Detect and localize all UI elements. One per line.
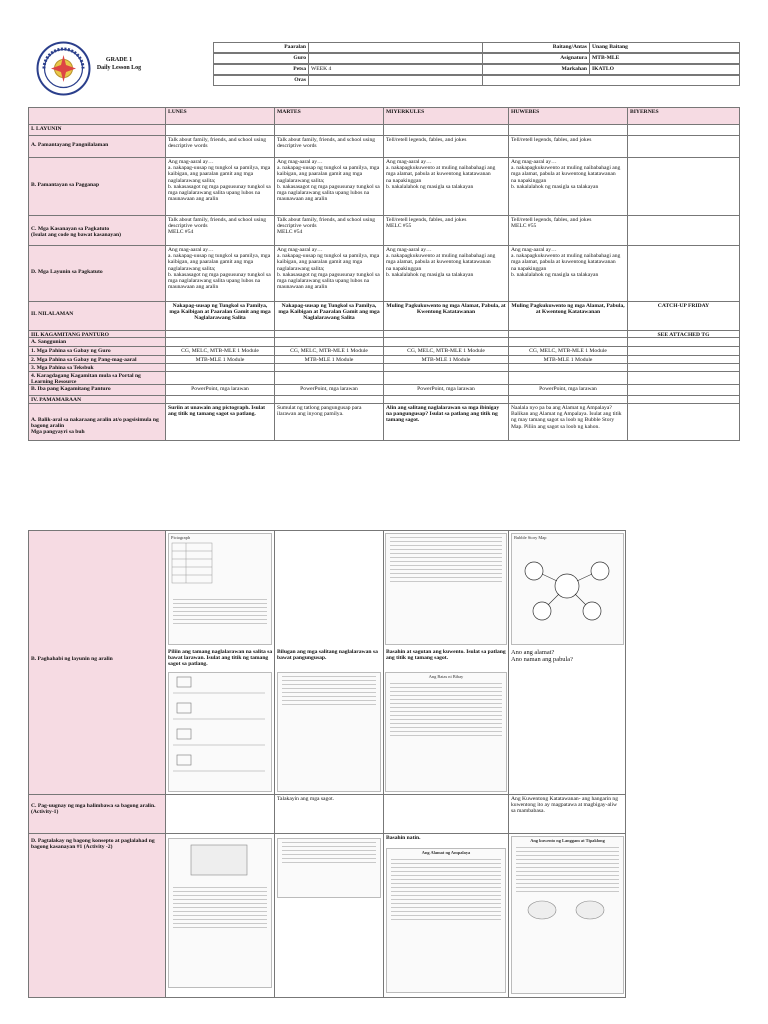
day-header: MARTES [277,109,301,115]
row-label: A. Balik-aral sa nakaraang aralin at/o pagsisimula ng bagong aralin Mga pangyayri sa buh [31,417,159,436]
deped-seal-logo [36,41,91,96]
header-label-quarter: Markahan [561,66,587,72]
row-cell [166,331,274,333]
day-header: LUNES [168,109,187,115]
row-cell [384,331,508,333]
row-cell: CG, MELC, MTB-MLE 1 Module [181,348,259,354]
row-cell: Talk about family, friends, and school using descriptive words MELC #54 [168,217,267,236]
row-cell: SEE ATTACHED TG [657,332,710,338]
row-cell: MTB-MLE 1 Module [195,357,245,363]
row-cell [628,396,739,398]
row-d-lunes [166,834,274,836]
header-value-school [309,43,482,45]
row-cell [384,364,508,366]
row-cell: PowerPoint, mga larawan [417,386,475,392]
row-cell [384,125,508,127]
row-cell: Naalala nyo pa ba ang Alamat ng Ampalaya? Balikan ang Alamat ng Ampalaya. Isulat ang titik ng may tamang sagot sa loob ng Bubble Story Map. Piliin ang sagot sa loob ng kahon. [511,405,622,430]
row-c-label: C. Pag-uugnay ng mga halimbawa sa bagong aralin. (Activity-1) [31,803,156,816]
row-cell: Alin ang salitang naglalarawan sa mga ibinigay na pangungusap? Isulat sa patlang ang titik ng tamang sagot. [386,405,500,424]
header-value-grade-level: Unang Baitang [592,44,628,50]
row-cell [509,396,627,398]
row-cell: CG, MELC, MTB-MLE 1 Module [529,348,607,354]
row-label: A. Sanggunian [31,339,67,345]
row-cell [509,372,627,374]
row-cell: Talk about family, friends, and school using descriptive words [168,137,267,150]
row-cell: Ang mag-aaral ay… a. nakapagkukuwento at muling naibabahagi ang mga alamat, pabula at kuwentong katatawanan na napakinggan b. nakalalahok ng masigla sa talakayan [386,159,496,190]
row-cell [275,338,383,340]
row-cell [628,125,739,127]
row-cell [384,372,508,374]
header-label-subject: Asignatura [560,55,587,61]
sentences-worksheet [277,838,381,898]
row-cell [628,347,739,349]
row-cell: Tell/retell legends, fables, and jokes MELC #55 [511,217,592,230]
row-cell [628,356,739,358]
row-cell [628,158,739,160]
row-cell [509,125,627,127]
row-label: IV. PAMAMARAAN [31,397,82,403]
row-cell [166,125,274,127]
row-cell: Talk about family, friends, and school using descriptive words MELC #54 [277,217,376,236]
row-cell: Tell/retell legends, fables, and jokes [386,137,467,143]
row-cell [275,364,383,366]
row-cell [275,125,383,127]
row-label: B. Iba pang Kagamitang Panturo [31,386,111,392]
row-cell [628,338,739,340]
row-cell [628,372,739,374]
row-cell: Ang mag-aaral ay… a. nakapagkukuwento at muling naibabahagi ang mga alamat, pabula at kuwentong katatawanan na napakinggan b. nakalalahok ng masigla sa talakayan [386,247,496,278]
row-cell [166,372,274,374]
story-batas-ni-bibay-worksheet [385,672,507,792]
header-value-date: WEEK 4 [311,66,332,72]
day-header: HUWEBES [511,109,540,115]
row-cell: Muling Pagkukuwento ng mga Alamat, Pabula, at Kwentong Katatawanan [386,303,506,316]
row-cell: CG, MELC, MTB-MLE 1 Module [407,348,485,354]
circle-words-worksheet [277,672,381,792]
row-label: D. Mga Layunin sa Pagkatuto [31,268,103,275]
row-cell: Ang mag-aaral ay… a. nakapag-uusap ng tungkol sa pamilya, mga kaibigan, ang paaralan gamit ang mga naglalarawang salita; b. nakasasagot ng mga pagsusunay tungkol sa mga naglalarawang salita upang lubos na maunawaan ang aralin [168,247,271,291]
day-header: BIYERNES [630,109,659,115]
row-cell [509,338,627,340]
row-c-martes: Talakayin ang mga sagot. [277,796,335,802]
row-cell: Ang mag-aaral ay… a. nakapagkukuwento at muling naibabahagi ang mga alamat, pabula at kuwentong katatawanan na napakinggan b. nakalalahok ng masigla sa talakayan [511,247,621,278]
row-cell: PowerPoint, mga larawan [191,386,249,392]
bubble-map-worksheet [511,533,624,645]
row-cell: Ang mag-aaral ay… a. nakapagkukuwento at muling naibabahagi ang mga alamat, pabula at kuwentong katatawanan na napakinggan b. nakalalahok ng masigla sa talakayan [511,159,621,190]
langgam-tipaklong-title: Ang kuwento ng Langgam at Tipaklong [530,838,605,843]
row-d-martes [275,834,383,836]
bubble-story-map-image [512,541,622,631]
pictograph-table-image [169,541,269,591]
grade-label: GRADE 1 [105,57,133,63]
row-d-label: D. Pagtalakay ng bagong konsepto at paglalahad ng bagong kasanayan #1 (Activity -2) [31,838,155,851]
alamat-ng-ampalaya-story [386,848,506,993]
row-label: C. Mga Kasanayan sa Pagkatuto (Isulat ang code ng bawat kasanayan) [31,225,121,238]
pictograph-worksheet [168,533,272,645]
row-cell: CG, MELC, MTB-MLE 1 Module [290,348,368,354]
row-cell: Tell/retell legends, fables, and jokes MELC #55 [386,217,467,230]
row-b-lunes: Piliin ang tamang naglalarawan na salita sa bawat larawan. Isulat ang titik ng tamang sagot sa patlang. [168,649,273,668]
pictograph-title: Pictograph [171,535,191,540]
row-c-lunes [166,795,274,797]
langgam-tipaklong-story [511,836,624,994]
row-cell [628,364,739,366]
row-cell: MTB-MLE 1 Module [543,357,593,363]
row-cell [509,364,627,366]
row-label: 3. Mga Pahina sa Teksbuk [31,365,94,371]
row-cell [275,396,383,398]
row-cell: Ang mag-aaral ay… a. nakapag-uusap ng tungkol sa pamilya, mga kaibigan, ang paaralan gamit ang mga naglalarawang salita; b. nakasasagot ng mga pagsusunay tungkol sa mga naglalarawang salita upang lubos na maunawaan ang aralin [277,159,380,203]
row-d-miyerkules: Basahin natin. [386,835,421,841]
row-label: 1. Mga Pahina sa Gabay ng Guro [31,348,111,354]
header-value-time [309,76,482,78]
header-value-subject: MTB-MLE [592,55,620,61]
questions-worksheet [385,533,507,645]
row-cell: Tell/retell legends, fables, and jokes [511,137,592,143]
batas-ni-bibay-title: Ang Batas ni Bibay [428,674,464,679]
row-cell [275,331,383,333]
header-label-school: Paaralan [284,44,306,50]
row-b-huwebes: Ano ang alamat? Ano naman ang pabula? [511,649,573,664]
header-label-date: Petsa [293,66,306,72]
row-cell: Muling Pagkukuwento ng mga Alamat, Pabula, at Kwentong Katatawanan [511,303,625,316]
row-b-label: B. Paghahabi ng layunin ng aralin [31,656,113,662]
bubble-map-title: Bubble Story Map [514,535,547,540]
row-cell: Sumulat ng tatlong pangungusap para ilarawan ang inyong pamilya. [277,405,362,418]
row-cell [509,331,627,333]
row-cell: PowerPoint, mga larawan [539,386,597,392]
row-b-martes: Bilugan ang mga salitang naglalarawan sa bawat pangungusap. [277,649,378,662]
row-cell: MTB-MLE 1 Module [304,357,354,363]
row-label: I. LAYUNIN [31,126,62,132]
descriptive-words-pictures-worksheet [168,672,272,792]
picture-story-worksheet [168,838,272,988]
row-cell: Nakapag-uusap ng Tungkol sa Pamilya, mga Kaibigan at Paaralan Gamit ang mga Naglalarawang Salita [278,303,380,322]
header-value-teacher [309,54,482,56]
row-cell [628,385,739,387]
header-label-grade-level: Baitang/Antas [552,44,587,50]
row-cell [166,338,274,340]
row-b-miyerkules: Basahin at sagutan ang kuwento. Isulat sa patlang ang titik ng tamang sagot. [386,649,506,662]
header-value-quarter: IKATLO [592,66,614,72]
row-cell [628,136,739,138]
row-c-huwebes: Ang Kuwentong Katatawanan- ang hangarin ng kuwentong ito ay magpatawa at magbigay-aliw sa mambabasa. [511,796,619,815]
row-cell [384,396,508,398]
row-cell: MTB-MLE 1 Module [421,357,471,363]
row-cell: Ang mag-aaral ay… a. nakapag-uusap ng tungkol sa pamilya, mga kaibigan, ang paaralan gamit ang mga naglalarawang salita; b. nakasasagot ng mga pagsusunay tungkol sa mga naglalarawang salita upang lubos na maunawaan ang aralin [277,247,380,291]
row-label: 4. Karagdagang Kagamitan mula sa Portal ng Learning Resource [31,373,141,385]
row-label: A. Pamantayang Pangnilalaman [31,141,109,148]
row-label: III. KAGAMITANG PANTURO [31,332,109,338]
row-cell: CATCH-UP FRIDAY [657,303,710,309]
row-cell: Talk about family, friends, and school using descriptive words [277,137,376,150]
row-cell [628,246,739,248]
row-cell [628,404,739,406]
header-label-time: Oras [294,77,306,83]
log-title: Daily Lesson Log [96,65,142,71]
row-c-miyerkules [384,795,508,797]
day-header: MIYERKULES [386,109,425,115]
header-label-teacher: Guro [293,55,306,61]
row-cell [275,372,383,374]
row-cell: Nakapag-uusap ng Tungkol sa Pamilya, mga Kaibigan at Paaralan Gamit ang mga Naglalarawang Salita [169,303,271,322]
row-cell [384,338,508,340]
row-cell [628,216,739,218]
row-label: B. Pamantayan sa Pagganap [31,181,100,188]
alamat-ampalaya-title: Ang Alamat ng Ampalaya [421,850,471,855]
row-cell: Ang mag-aaral ay… a. nakapag-uusap ng tungkol sa pamilya, mga kaibigan, ang paaralan gamit ang mga naglalarawang salita; b. nakasasagot ng mga pagsusunay tungkol sa mga naglalarawang salita upang lubos na maunawaan ang aralin [168,159,271,203]
row-cell: Suriin at unawain ang pictograph. Isulat ang titik ng tamang sagot sa patlang. [168,405,265,418]
row-cell [166,396,274,398]
row-label: 2. Mga Pahina sa Gabay ng Pang-mag-aaral [31,357,137,363]
row-cell: PowerPoint, mga larawan [300,386,358,392]
row-label: II. NILALAMAN [31,311,74,317]
row-cell [166,364,274,366]
